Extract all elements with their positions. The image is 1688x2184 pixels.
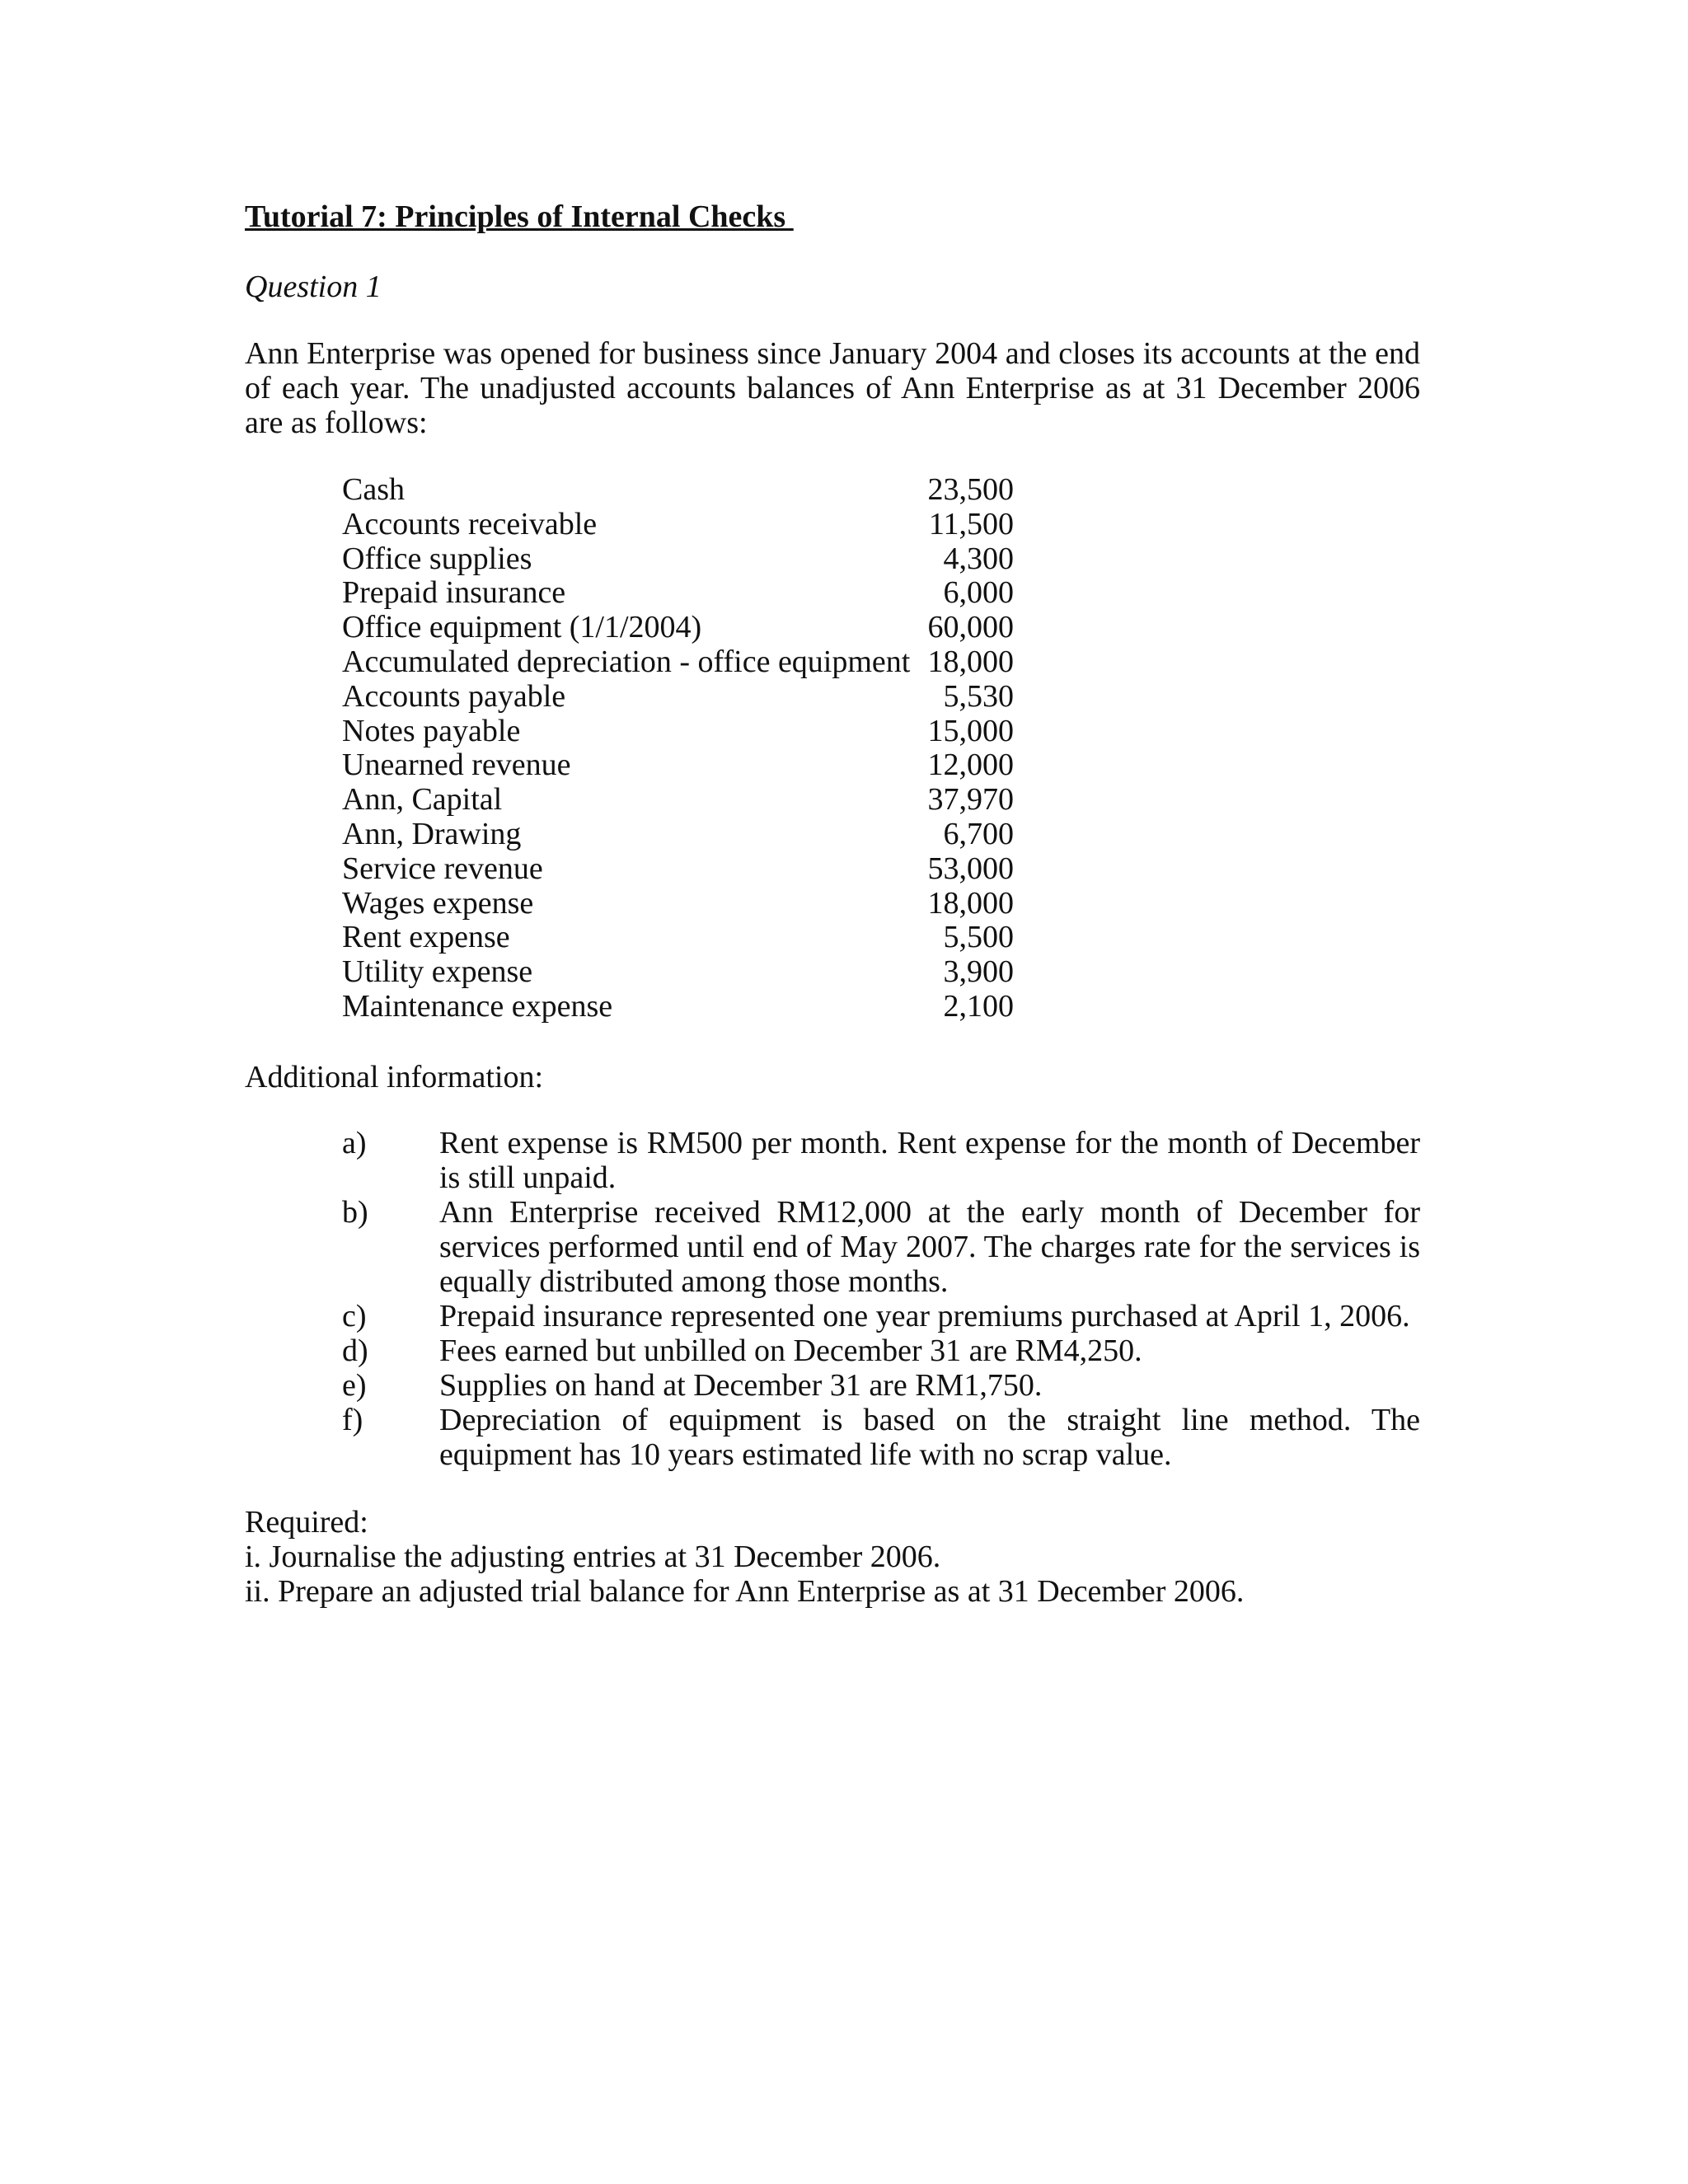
balance-row: [342, 818, 1014, 852]
balance-row: [342, 852, 1014, 887]
info-text: Prepaid insurance represented one year premiums purchased at April 1, 2006.: [439, 1299, 1410, 1333]
info-letter: f): [342, 1403, 363, 1437]
account-amount: 37,970: [927, 782, 1014, 818]
account-amount: 5,530: [943, 678, 1014, 714]
account-name: Wages expense: [342, 885, 534, 921]
balance-row: [342, 887, 1014, 921]
required-item: i. Journalise the adjusting entries at 31 December 2006.: [245, 1540, 941, 1574]
account-amount: 6,000: [943, 575, 1014, 611]
balance-row: [342, 576, 1014, 611]
required-list: [245, 1540, 1244, 1609]
info-text: Supplies on hand at December 31 are RM1,750.: [439, 1368, 1043, 1403]
balance-row: [342, 955, 1014, 990]
account-name: Accounts receivable: [342, 506, 598, 541]
account-name: Service revenue: [342, 851, 543, 886]
info-item: [342, 1299, 1420, 1333]
account-amount: 3,900: [943, 954, 1014, 990]
info-text: Rent expense is RM500 per month. Rent expense for the month of December is still unpaid.: [439, 1126, 1420, 1195]
account-name: Cash: [342, 472, 405, 507]
page-title: Tutorial 7: Principles of Internal Checks: [245, 199, 794, 234]
required-heading: Required:: [245, 1505, 368, 1540]
account-name: Unearned revenue: [342, 748, 571, 783]
info-text: Ann Enterprise received RM12,000 at the early month of December for services performed until end of May 2007. The charges rate for the services is equally distributed among those months.: [439, 1195, 1420, 1299]
account-name: Accumulated depreciation - office equipment: [342, 644, 911, 679]
account-name: Rent expense: [342, 920, 510, 955]
info-item: [342, 1333, 1420, 1368]
account-name: Notes payable: [342, 713, 521, 748]
info-letter: c): [342, 1299, 367, 1333]
account-amount: 5,500: [943, 920, 1014, 955]
account-amount: 2,100: [943, 988, 1014, 1024]
account-name: Ann, Drawing: [342, 816, 522, 851]
balance-row: [342, 990, 1014, 1024]
additional-info-list: [342, 1126, 1420, 1472]
account-amount: 18,000: [927, 644, 1014, 679]
account-amount: 18,000: [927, 885, 1014, 921]
balance-row: [342, 748, 1014, 783]
account-amount: 15,000: [927, 713, 1014, 748]
info-letter: e): [342, 1368, 367, 1403]
info-letter: d): [342, 1333, 368, 1368]
info-item: [342, 1368, 1420, 1403]
balance-row: [342, 611, 1014, 645]
info-letter: b): [342, 1195, 368, 1230]
required-item: ii. Prepare an adjusted trial balance for Ann Enterprise as at 31 December 2006.: [245, 1574, 1245, 1609]
info-item: [342, 1126, 1420, 1195]
balances-list: [342, 473, 1014, 1024]
balance-row: [342, 783, 1014, 818]
balance-row: [342, 715, 1014, 749]
account-amount: 6,700: [943, 816, 1014, 851]
balance-row: [342, 542, 1014, 577]
account-name: Office equipment (1/1/2004): [342, 610, 702, 645]
balance-row: [342, 680, 1014, 715]
balance-row: [342, 508, 1014, 542]
info-letter: a): [342, 1126, 367, 1160]
info-text: Fees earned but unbilled on December 31 are RM4,250.: [439, 1333, 1142, 1368]
info-text: Depreciation of equipment is based on the straight line method. The equipment has 10 years estimated life with no scrap value.: [439, 1403, 1420, 1472]
question-label: Question 1: [245, 269, 382, 304]
account-name: Ann, Capital: [342, 782, 503, 818]
account-name: Office supplies: [342, 541, 532, 576]
account-name: Accounts payable: [342, 678, 566, 714]
account-name: Utility expense: [342, 954, 533, 990]
info-item: [342, 1403, 1420, 1472]
account-amount: 4,300: [943, 541, 1014, 576]
intro-paragraph: Ann Enterprise was opened for business since January 2004 and closes its accounts at the end of each year. The unadjusted accounts balances of Ann Enterprise as at 31 December 2006 are as follows:: [245, 336, 1420, 440]
account-amount: 11,500: [928, 506, 1014, 541]
account-name: Maintenance expense: [342, 988, 613, 1024]
account-amount: 23,500: [927, 472, 1014, 507]
account-amount: 12,000: [927, 748, 1014, 783]
balance-row: [342, 921, 1014, 955]
account-name: Prepaid insurance: [342, 575, 566, 611]
additional-heading: Additional information:: [245, 1060, 544, 1094]
balance-row: [342, 645, 1014, 680]
balance-row: [342, 473, 1014, 508]
account-amount: 60,000: [927, 610, 1014, 645]
account-amount: 53,000: [927, 851, 1014, 886]
info-item: [342, 1195, 1420, 1299]
